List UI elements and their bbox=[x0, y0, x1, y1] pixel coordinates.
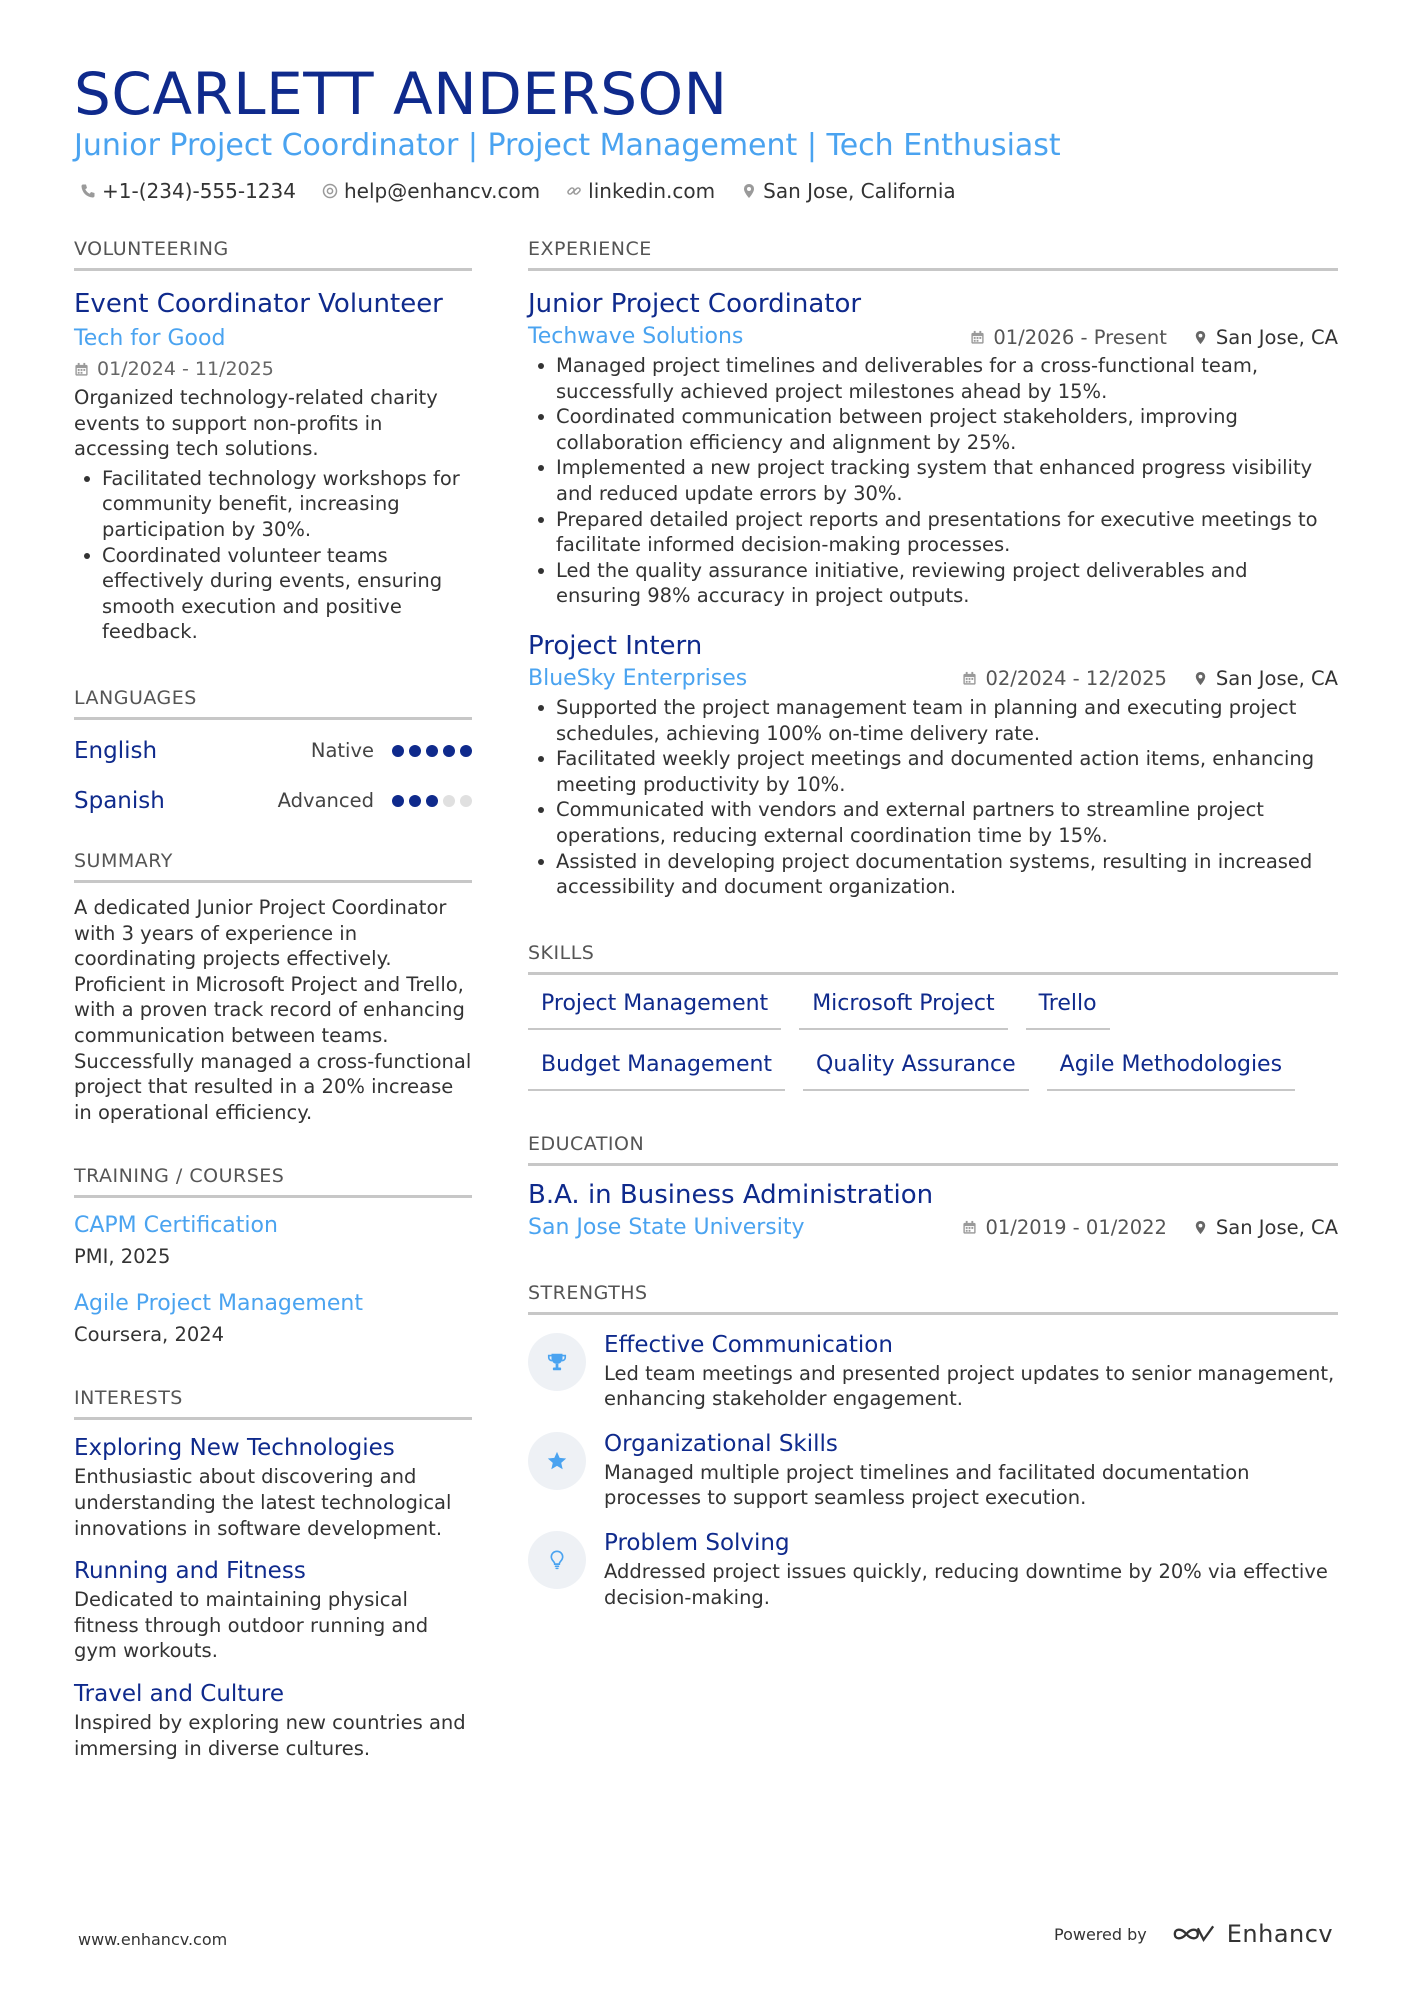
interests-heading: INTERESTS bbox=[74, 1385, 472, 1420]
list-item: Facilitated weekly project meetings and documented action items, enhancing meeting productivity by 10%. bbox=[528, 746, 1338, 797]
strength-title: Problem Solving bbox=[604, 1530, 790, 1557]
rating-dot-filled bbox=[392, 795, 404, 807]
strength-item bbox=[528, 1428, 1338, 1511]
job-role: Project Intern bbox=[528, 630, 703, 661]
job-dates bbox=[962, 667, 1166, 690]
volunteering-section bbox=[74, 236, 472, 645]
skills-list bbox=[528, 985, 1338, 1091]
skill-tag: Project Management bbox=[528, 985, 781, 1030]
candidate-name: SCARLETT ANDERSON bbox=[74, 60, 728, 128]
list-item: Coordinated communication between project stakeholders, improving collaboration efficiency and alignment by 25%. bbox=[528, 404, 1338, 455]
at-icon bbox=[322, 183, 338, 199]
skills-heading: SKILLS bbox=[528, 940, 1338, 975]
rating-dot-filled bbox=[426, 795, 438, 807]
strength-title: Effective Communication bbox=[604, 1331, 893, 1358]
strength-item bbox=[528, 1329, 1338, 1412]
list-item: Prepared detailed project reports and presentations for executive meetings to facilitate informed decision-making processes. bbox=[528, 507, 1338, 558]
job-org-row bbox=[528, 663, 1338, 695]
job-location-text: San Jose, CA bbox=[1215, 667, 1338, 691]
contact-phone[interactable] bbox=[80, 176, 296, 206]
job-bullets bbox=[528, 695, 1338, 900]
rating-dot-filled bbox=[409, 795, 421, 807]
volunteering-heading: VOLUNTEERING bbox=[74, 236, 472, 271]
strength-icon-badge bbox=[528, 1333, 586, 1391]
left-column bbox=[74, 236, 472, 1761]
skill-tag: Quality Assurance bbox=[803, 1046, 1029, 1091]
interest-text: Enthusiastic about discovering and understanding the latest technological innovations in software development. bbox=[74, 1465, 452, 1540]
volunteer-dates-text: 01/2024 - 11/2025 bbox=[97, 358, 274, 380]
course-title: CAPM Certification bbox=[74, 1213, 278, 1239]
rating-dot-empty bbox=[443, 795, 455, 807]
email-text: help@enhancv.com bbox=[343, 179, 541, 203]
degree-title: B.A. in Business Administration bbox=[528, 1179, 934, 1210]
calendar-icon bbox=[74, 362, 89, 377]
interest-title: Running and Fitness bbox=[74, 1558, 306, 1585]
rating-dot-filled bbox=[409, 745, 421, 757]
contact-email[interactable] bbox=[322, 176, 540, 206]
strength-text: Managed multiple project timelines and facilitated documentation processes to support seamless project execution. bbox=[604, 1460, 1250, 1510]
map-pin-icon bbox=[741, 183, 757, 199]
interest-text: Dedicated to maintaining physical fitness through outdoor running and gym workouts. bbox=[74, 1588, 429, 1663]
list-item: Coordinated volunteer teams effectively during events, ensuring smooth execution and positive feedback. bbox=[74, 543, 472, 645]
volunteer-bullets bbox=[74, 466, 472, 645]
education-dates-text: 01/2019 - 01/2022 bbox=[985, 1216, 1167, 1240]
school-name: San Jose State University bbox=[528, 1214, 805, 1240]
rating-dot-filled bbox=[426, 745, 438, 757]
calendar-icon bbox=[962, 671, 977, 686]
education-dates bbox=[962, 1216, 1166, 1239]
education-heading: EDUCATION bbox=[528, 1131, 1338, 1166]
strength-title: Organizational Skills bbox=[604, 1430, 838, 1457]
skill-tag: Agile Methodologies bbox=[1047, 1046, 1295, 1091]
strength-text: Led team meetings and presented project updates to senior management, enhancing stakeholder engagement. bbox=[604, 1361, 1335, 1411]
education-section bbox=[528, 1131, 1338, 1244]
language-row bbox=[74, 726, 472, 776]
phone-text: +1-(234)-555-1234 bbox=[102, 179, 296, 203]
job-bullets bbox=[528, 353, 1338, 609]
list-item: Assisted in developing project documentation systems, resulting in increased accessibility and document organization. bbox=[528, 849, 1338, 900]
contact-location bbox=[741, 176, 956, 206]
experience-heading: EXPERIENCE bbox=[528, 236, 1338, 271]
strength-item bbox=[528, 1527, 1338, 1610]
contact-bar bbox=[80, 176, 956, 206]
job-location bbox=[1193, 326, 1338, 349]
list-item: Implemented a new project tracking system that enhanced progress visibility and reduced update errors by 30%. bbox=[528, 455, 1338, 506]
summary-section bbox=[74, 848, 472, 1125]
map-pin-icon bbox=[1193, 671, 1208, 686]
course-title: Agile Project Management bbox=[74, 1290, 363, 1316]
skill-tag: Budget Management bbox=[528, 1046, 785, 1091]
language-name: English bbox=[74, 737, 158, 764]
languages-heading: LANGUAGES bbox=[74, 685, 472, 720]
job-dates bbox=[970, 326, 1167, 349]
experience-section bbox=[528, 236, 1338, 900]
map-pin-icon bbox=[1193, 330, 1208, 345]
language-rating bbox=[392, 795, 472, 807]
link-icon bbox=[566, 183, 582, 199]
training-heading: TRAINING / COURSES bbox=[74, 1163, 472, 1198]
summary-heading: SUMMARY bbox=[74, 848, 472, 883]
education-org-row bbox=[528, 1212, 1338, 1244]
linkedin-text: linkedin.com bbox=[588, 179, 716, 203]
strengths-section bbox=[528, 1280, 1338, 1611]
trophy-icon bbox=[546, 1351, 568, 1373]
language-row bbox=[74, 776, 472, 826]
language-level: Native bbox=[310, 739, 374, 763]
job-meta bbox=[962, 667, 1338, 690]
interest-title: Exploring New Technologies bbox=[74, 1435, 395, 1462]
job-company: Techwave Solutions bbox=[528, 324, 744, 349]
volunteer-role: Event Coordinator Volunteer bbox=[74, 289, 443, 319]
candidate-title: Junior Project Coordinator | Project Management | Tech Enthusiast bbox=[74, 128, 1061, 163]
job-entry bbox=[528, 629, 1338, 900]
job-location-text: San Jose, CA bbox=[1215, 325, 1338, 349]
interests-section bbox=[74, 1385, 472, 1761]
rating-dot-filled bbox=[443, 745, 455, 757]
training-section bbox=[74, 1163, 472, 1347]
skill-tag: Trello bbox=[1026, 985, 1110, 1030]
job-location bbox=[1193, 667, 1338, 690]
skill-tag: Microsoft Project bbox=[799, 985, 1007, 1030]
star-icon bbox=[546, 1450, 568, 1472]
language-name: Spanish bbox=[74, 787, 165, 814]
strength-icon-badge bbox=[528, 1432, 586, 1490]
list-item: Managed project timelines and deliverables for a cross-functional team, successfully achieved project milestones ahead by 15%. bbox=[528, 353, 1338, 404]
rating-dot-filled bbox=[460, 745, 472, 757]
language-rating bbox=[392, 745, 472, 757]
map-pin-icon bbox=[1193, 1220, 1208, 1235]
languages-section bbox=[74, 685, 472, 826]
volunteer-description: Organized technology-related charity events to support non-profits in accessing tech solutions. bbox=[74, 386, 438, 461]
job-dates-text: 01/2026 - Present bbox=[993, 325, 1167, 349]
course-detail: Coursera, 2024 bbox=[74, 1322, 225, 1346]
strength-text: Addressed project issues quickly, reducing downtime by 20% via effective decision-making. bbox=[604, 1560, 1328, 1609]
rating-dot-empty bbox=[460, 795, 472, 807]
interest-text: Inspired by exploring new countries and immersing in diverse cultures. bbox=[74, 1711, 466, 1760]
footer-branding bbox=[1054, 1920, 1333, 1948]
interest-title: Travel and Culture bbox=[74, 1681, 284, 1708]
brand-name: Enhancv bbox=[1226, 1920, 1334, 1948]
lightbulb-icon bbox=[546, 1549, 568, 1571]
enhancv-logo[interactable] bbox=[1171, 1920, 1333, 1948]
phone-icon bbox=[80, 183, 96, 199]
list-item: Supported the project management team in planning and executing project schedules, achieving 100% on-time delivery rate. bbox=[528, 695, 1338, 746]
calendar-icon bbox=[970, 330, 985, 345]
list-item: Communicated with vendors and external partners to streamline project operations, reducing external coordination time by 15%. bbox=[528, 797, 1338, 848]
rating-dot-filled bbox=[392, 745, 404, 757]
footer-website[interactable]: www.enhancv.com bbox=[78, 1930, 228, 1949]
powered-by-text: Powered by bbox=[1054, 1924, 1147, 1944]
calendar-icon bbox=[962, 1220, 977, 1235]
job-role: Junior Project Coordinator bbox=[528, 289, 862, 319]
education-meta bbox=[962, 1216, 1338, 1239]
summary-text: A dedicated Junior Project Coordinator with 3 years of experience in coordinating projects effectively. Proficient in Microsoft Project and Trello, with a proven track record of enhancing communication between teams. Successfully managed a cross-functional project that resulted in a 20% increase in operational efficiency. bbox=[74, 895, 472, 1124]
job-dates-text: 02/2024 - 12/2025 bbox=[985, 667, 1167, 691]
contact-linkedin[interactable] bbox=[566, 176, 715, 206]
language-level: Advanced bbox=[277, 789, 374, 813]
education-location-text: San Jose, CA bbox=[1215, 1216, 1338, 1240]
skills-section bbox=[528, 940, 1338, 1091]
right-column bbox=[528, 236, 1338, 1626]
education-location bbox=[1193, 1216, 1338, 1239]
enhancv-logo-icon bbox=[1171, 1922, 1217, 1946]
list-item: Led the quality assurance initiative, reviewing project deliverables and ensuring 98% accuracy in project outputs. bbox=[528, 558, 1338, 609]
volunteer-dates bbox=[74, 355, 472, 383]
course-detail: PMI, 2025 bbox=[74, 1245, 171, 1269]
job-org-row bbox=[528, 321, 1338, 353]
volunteer-org: Tech for Good bbox=[74, 326, 226, 351]
strengths-heading: STRENGTHS bbox=[528, 1280, 1338, 1315]
job-meta bbox=[970, 326, 1338, 349]
location-text: San Jose, California bbox=[763, 179, 956, 203]
list-item: Facilitated technology workshops for community benefit, increasing participation by 30%. bbox=[74, 466, 472, 543]
job-entry bbox=[528, 287, 1338, 609]
strength-icon-badge bbox=[528, 1531, 586, 1589]
job-company: BlueSky Enterprises bbox=[528, 665, 748, 691]
